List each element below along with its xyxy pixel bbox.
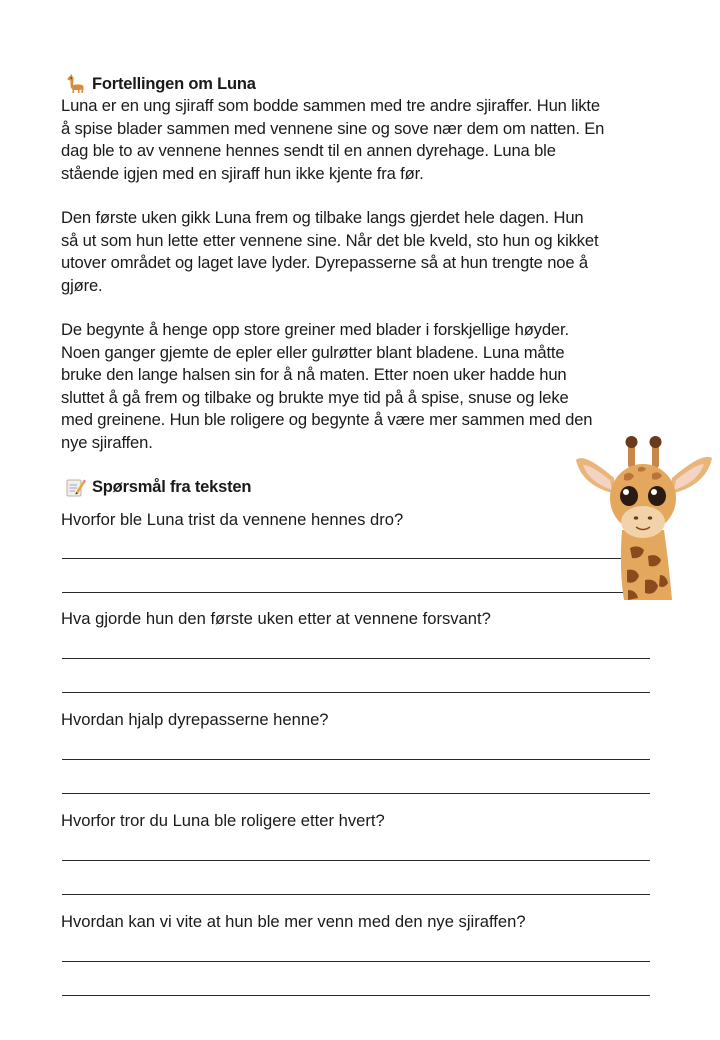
giraffe-illustration [572, 430, 717, 600]
answer-line[interactable] [62, 894, 650, 895]
questions-title: Spørsmål fra teksten [92, 477, 252, 496]
story-heading [64, 73, 256, 95]
paragraph-line: Den første uken gikk Luna frem og tilbake langs gjerdet hele dagen. Hun [61, 208, 584, 227]
memo-pencil-icon [64, 476, 86, 498]
story-paragraph-2 [61, 207, 671, 297]
paragraph-line: De begynte å henge opp store greiner med blader i forskjellige høyder. [61, 320, 569, 339]
answer-line[interactable] [62, 860, 650, 861]
answer-line[interactable] [62, 592, 637, 593]
question-4: Hvorfor tror du Luna ble roligere etter hvert? [61, 811, 385, 830]
paragraph-line: Noen ganger gjemte de epler eller gulrøtter blant bladene. Luna måtte [61, 342, 565, 362]
paragraph-line: å spise blader sammen med vennene sine og sove nær dem om natten. En [61, 118, 605, 138]
story-paragraph-1 [61, 95, 671, 185]
story-title: Fortellingen om Luna [92, 74, 256, 93]
paragraph-line: dag ble to av vennene hennes sendt til en annen dyrehage. Luna ble [61, 141, 556, 160]
question-3: Hvordan hjalp dyrepasserne henne? [61, 710, 329, 729]
paragraph-line: bruke den lange halsen sin for å nå maten. Etter noen uker hadde hun [61, 365, 567, 384]
paragraph-line: Luna er en ung sjiraff som bodde sammen med tre andre sjiraffer. Hun likte [61, 96, 600, 115]
question-1: Hvorfor ble Luna trist da vennene hennes dro? [61, 510, 404, 529]
paragraph-line: sluttet å gå frem og tilbake og brukte mye tid på å spise, snuse og leke [61, 387, 569, 407]
answer-line[interactable] [62, 961, 650, 962]
paragraph-line: nye sjiraffen. [61, 432, 153, 452]
paragraph-line: utover området og laget lave lyder. Dyrepasserne så at hun trengte noe å [61, 253, 588, 272]
answer-line[interactable] [62, 793, 650, 794]
paragraph-line: med greinene. Hun ble roligere og begynte å være mer sammen med den [61, 410, 593, 429]
answer-line[interactable] [62, 558, 637, 559]
question-5: Hvordan kan vi vite at hun ble mer venn med den nye sjiraffen? [61, 912, 526, 931]
answer-line[interactable] [62, 759, 650, 760]
llama-icon [64, 73, 86, 95]
questions-heading [64, 476, 251, 498]
paragraph-line: så ut som hun lette etter vennene sine. Når det ble kveld, sto hun og kikket [61, 230, 599, 250]
question-2: Hva gjorde hun den første uken etter at vennene forsvant? [61, 609, 491, 628]
answer-line[interactable] [62, 692, 650, 693]
answer-line[interactable] [62, 658, 650, 659]
answer-line[interactable] [62, 995, 650, 996]
paragraph-line: gjøre. [61, 275, 103, 295]
paragraph-line: stående igjen med en sjiraff hun ikke kjente fra før. [61, 163, 424, 183]
